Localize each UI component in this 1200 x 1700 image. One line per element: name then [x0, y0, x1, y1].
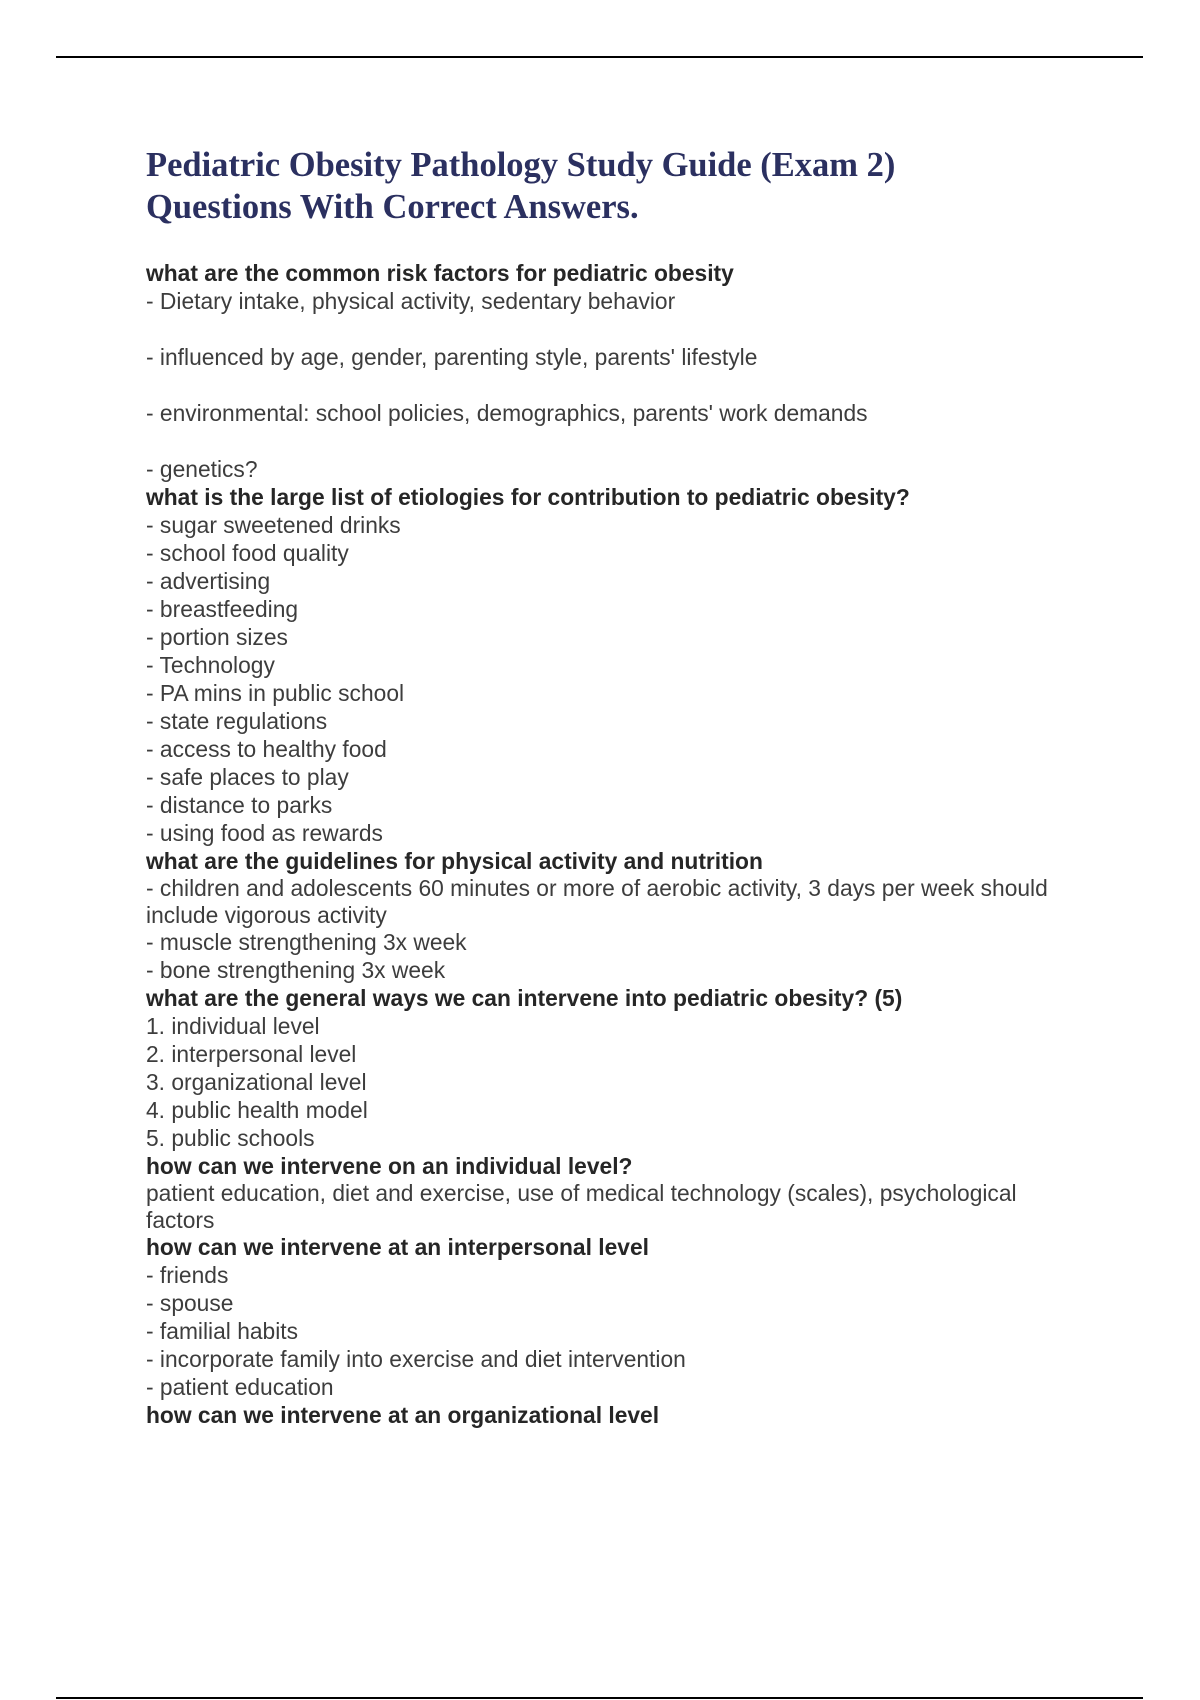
qa-list: [146, 259, 1086, 1429]
answer-6-item: - familial habits: [146, 1318, 299, 1344]
answer-4-item: 2. interpersonal level: [146, 1041, 357, 1067]
answer-4-item: 3. organizational level: [146, 1069, 367, 1095]
answer-1-line-1: - Dietary intake, physical activity, sedentary behavior: [146, 288, 676, 314]
top-rule: [56, 56, 1143, 58]
answer-2-item: - using food as rewards: [146, 820, 383, 846]
answer-2-item: - distance to parks: [146, 792, 333, 818]
answer-1-line-2: - influenced by age, gender, parenting style, parents' lifestyle: [146, 344, 758, 370]
answer-4-item: 4. public health model: [146, 1097, 368, 1123]
question-3: what are the guidelines for physical activity and nutrition: [146, 848, 763, 874]
answer-2-item: - state regulations: [146, 708, 328, 734]
answer-4-item: 5. public schools: [146, 1125, 315, 1151]
answer-3-item: - children and adolescents 60 minutes or more of aerobic activity, 3 days per week should include vigorous activity: [146, 875, 1048, 928]
answer-2-item: - access to healthy food: [146, 736, 387, 762]
answer-2-item: - breastfeeding: [146, 596, 299, 622]
answer-2-item: - advertising: [146, 568, 271, 594]
answer-2-item: - PA mins in public school: [146, 680, 405, 706]
bottom-rule: [56, 1697, 1143, 1699]
question-1: what are the common risk factors for pediatric obesity: [146, 260, 734, 286]
answer-5-text: patient education, diet and exercise, use of medical technology (scales), psychological factors: [146, 1180, 1017, 1233]
document-title: [146, 144, 1126, 228]
answer-2-item: - safe places to play: [146, 764, 349, 790]
question-2: what is the large list of etiologies for contribution to pediatric obesity?: [146, 484, 910, 510]
answer-6-item: - spouse: [146, 1290, 234, 1316]
question-6: how can we intervene at an interpersonal level: [146, 1234, 649, 1260]
answer-2-item: - portion sizes: [146, 624, 288, 650]
answer-3-item: - bone strengthening 3x week: [146, 957, 446, 983]
question-5: how can we intervene on an individual level?: [146, 1153, 633, 1179]
answer-6-item: - patient education: [146, 1374, 334, 1400]
answer-6-item: - friends: [146, 1262, 229, 1288]
answer-2-item: - sugar sweetened drinks: [146, 512, 401, 538]
title-line-2: Questions With Correct Answers.: [146, 188, 639, 226]
answer-6-item: - incorporate family into exercise and diet intervention: [146, 1346, 686, 1372]
title-line-1: Pediatric Obesity Pathology Study Guide (Exam 2): [146, 146, 896, 184]
question-7: how can we intervene at an organizational level: [146, 1402, 660, 1428]
answer-3-item: - muscle strengthening 3x week: [146, 929, 467, 955]
answer-1-line-3: - environmental: school policies, demographics, parents' work demands: [146, 400, 868, 426]
question-4: what are the general ways we can intervene into pediatric obesity? (5): [146, 985, 903, 1011]
answer-4-item: 1. individual level: [146, 1013, 320, 1039]
answer-1-line-4: - genetics?: [146, 456, 258, 482]
answer-2-item: - school food quality: [146, 540, 349, 566]
answer-2-item: - Technology: [146, 652, 275, 678]
